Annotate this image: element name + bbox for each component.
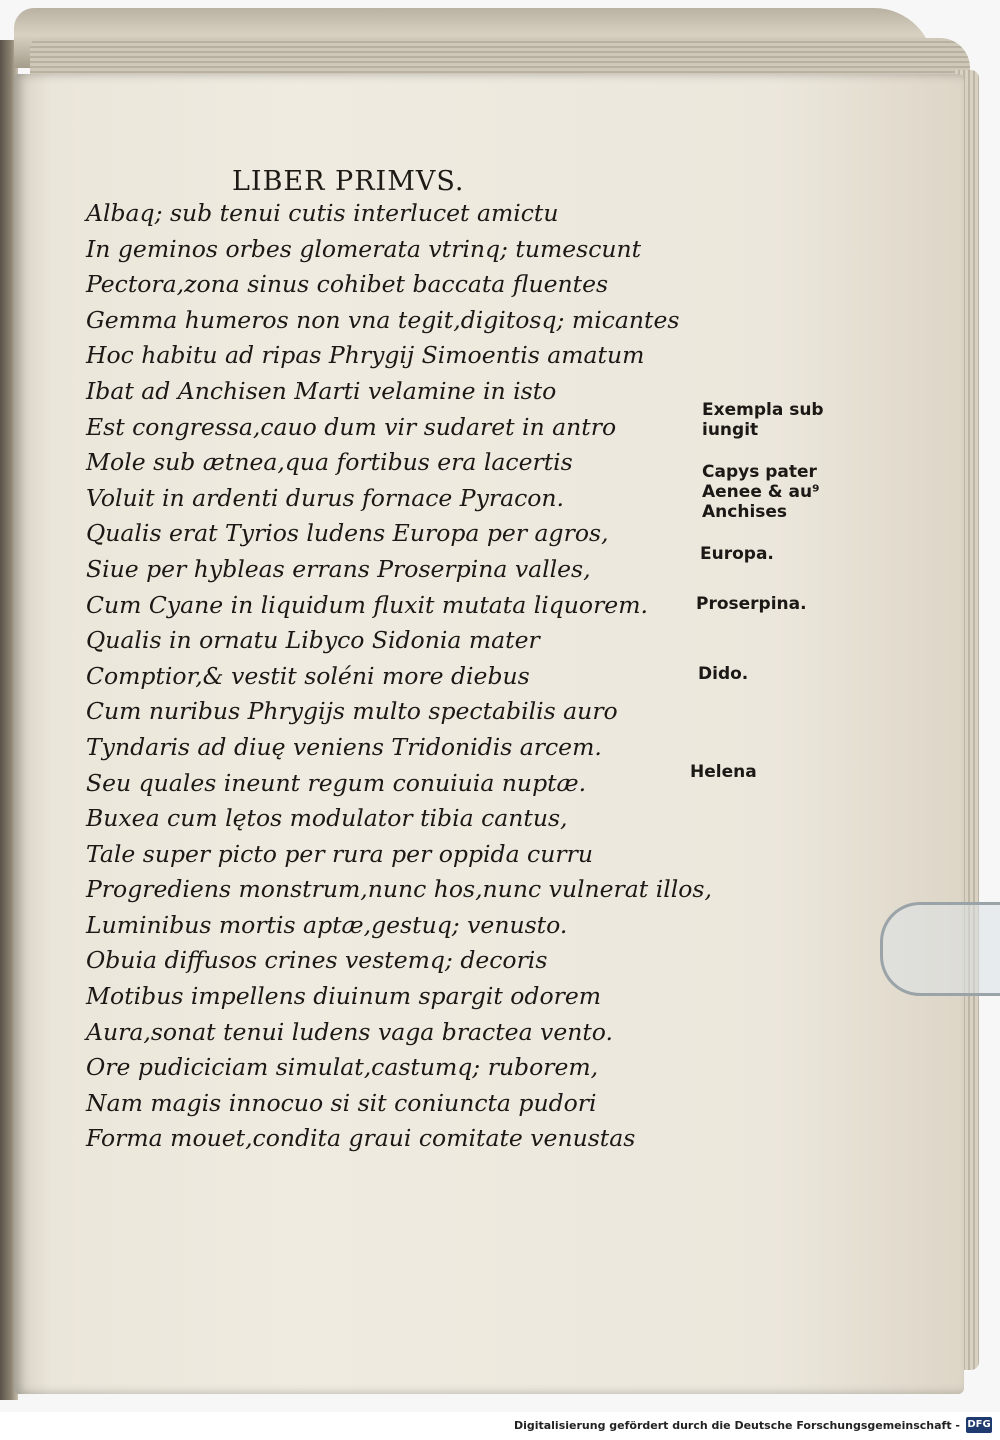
verse-line: Albaq; sub tenui cutis interlucet amictu [86, 199, 559, 227]
verse-line: Progrediens monstrum,nunc hos,nunc vulnerat illos, [86, 875, 712, 904]
verse-list [86, 196, 712, 1157]
page-clip [880, 902, 1000, 996]
verse-line: Tale super picto per rura per oppida curru [86, 839, 593, 868]
verse-line: Ibat ad Anchisen Marti velamine in isto [86, 376, 557, 405]
verse-line: Cum nuribus Phrygijs multo spectabilis auro [86, 697, 618, 726]
verse-line: Obuia diffusos crines vestemq; decoris [86, 946, 548, 975]
gloss-helena: Helena [690, 762, 757, 782]
gloss-proserpina: Proserpina. [696, 594, 807, 614]
verse-line: Aura,sonat tenui ludens vaga bractea vento. [86, 1017, 614, 1046]
verse-line: Voluit in ardenti durus fornace Pyracon. [86, 483, 565, 512]
verse-line: Siue per hybleas errans Proserpina valles, [86, 554, 591, 583]
verse-line: Comptior,& vestit soléni more diebus [86, 661, 530, 690]
verse-line: Seu quales ineunt regum conuiuia nuptæ. [86, 768, 587, 797]
verse-line: Tyndaris ad diuę veniens Tridonidis arcem. [86, 732, 602, 761]
gloss-capys: Capys pater Aenee & au⁹ Anchises [702, 462, 820, 522]
running-header: LIBER PRIMVS. [232, 166, 465, 197]
verse-line: Ore pudiciciam simulat,castumq; ruborem, [86, 1053, 599, 1082]
gloss-exempla: Exempla sub iungit [702, 400, 824, 440]
gloss-dido: Dido. [698, 664, 749, 684]
verse-line: Pectora,zona sinus cohibet baccata fluentes [86, 270, 609, 299]
verse-line: Buxea cum lętos modulator tibia cantus, [86, 804, 568, 833]
verse-line: Mole sub ætnea,qua fortibus era lacertis [86, 448, 573, 477]
verse-line: Nam magis innocuo si sit coniuncta pudori [86, 1088, 597, 1117]
dfg-logo-icon: DFG [966, 1417, 992, 1433]
verse-line: Qualis erat Tyrios ludens Europa per agros, [86, 519, 609, 548]
verse-line: Luminibus mortis aptæ,gestuq; venusto. [86, 910, 568, 939]
verse-line: Est congressa,cauo dum vir sudaret in antro [86, 412, 617, 441]
verse-line: In geminos orbes glomerata vtrinq; tumescunt [86, 234, 642, 263]
verse-line: Qualis in ornatu Libyco Sidonia mater [86, 626, 540, 655]
footer-credit: Digitalisierung gefördert durch die Deutsche Forschungsgemeinschaft - [513, 1419, 960, 1432]
verse-line: Gemma humeros non vna tegit,digitosq; micantes [86, 305, 680, 334]
verse-line: Forma mouet,condita graui comitate venustas [86, 1124, 636, 1153]
verse-line: Hoc habitu ad ripas Phrygij Simoentis amatum [86, 341, 645, 370]
gloss-europa: Europa. [700, 544, 774, 564]
verse-line: Motibus impellens diuinum spargit odorem [86, 982, 602, 1011]
verse-line: Cum Cyane in liquidum fluxit mutata liquorem. [86, 590, 648, 619]
